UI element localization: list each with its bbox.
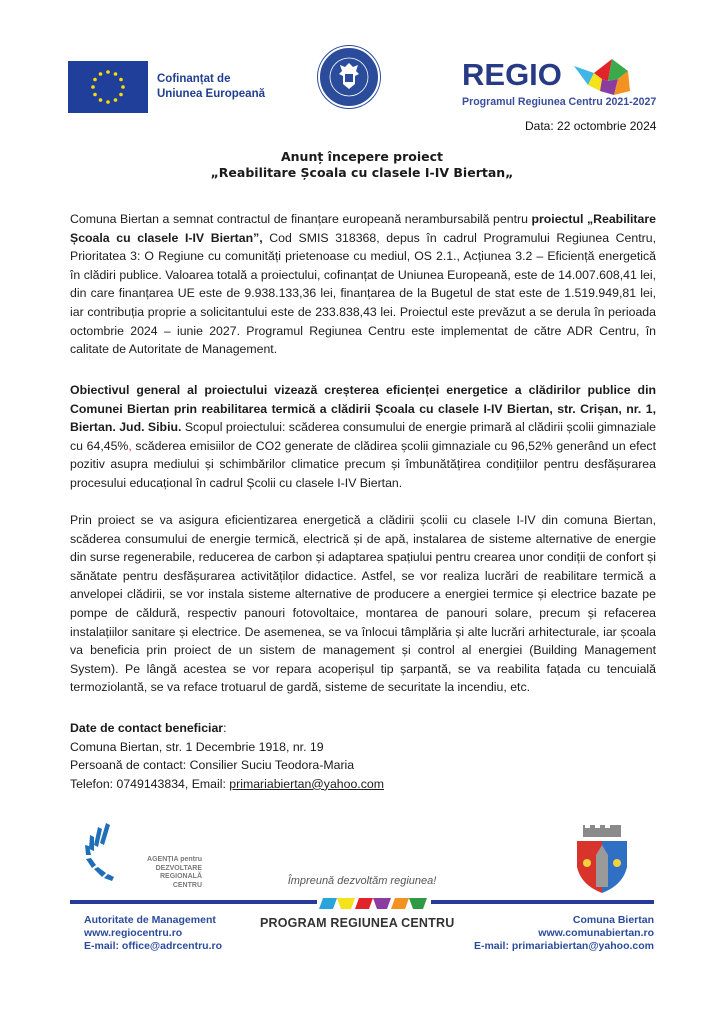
footer-right-title: Comuna Biertan [572, 914, 654, 926]
eu-label-line1: Cofinanțat de [157, 73, 231, 85]
contact-address: Comuna Biertan, str. 1 Decembrie 1918, nr. 19 [70, 739, 324, 754]
eu-flag-icon [68, 61, 148, 113]
p1-intro: Comuna Biertan a semnat contractul de finanțare europeană nerambursabilă pentru [70, 212, 532, 226]
contact-heading-row [70, 719, 470, 738]
contact-heading: Date de contact beneficiar [70, 721, 224, 735]
paragraph-objectives [70, 381, 656, 493]
footer-left-website[interactable]: www.regiocentru.ro [84, 927, 183, 939]
footer-left-email[interactable]: E-mail: office@adrcentru.ro [84, 940, 223, 952]
p2-text-b: scăderea emisiilor de CO2 generate de clădirea școlii gimnaziale cu 96,52% generând un efect pozitiv asupra mediului și schimbărilor climatice precum și îmbunătățirea condițiilor pentru desfășurarea procesului educațional în cadrul Școlii cu clasele I-IV Biertan. [70, 438, 656, 490]
project-title: „Reabilitare Școala cu clasele I-IV Biertan„ [210, 165, 514, 180]
footer-managing-authority [84, 914, 222, 953]
paragraph-contract-details [70, 210, 656, 359]
guvernul-romaniei-seal-icon [318, 46, 380, 108]
p1-rest: Cod SMIS 318368, depus în cadrul Programului Regiunea Centru, Prioritatea 3: O Regiune cu comunități prietenoase cu mediul, OS 2.1., Acțiunea 3.2 – Eficiență energetică în clădiri publice. Valoarea totală a proiectului, cofinanțat de Uniunea Europeană, este de 14.007.608,41 lei, din care finanțarea UE este de 9.938.133,36 lei, finanțarea de la Bugetul de stat este de 1.519.949,81 lei, iar contribuția proprie a solicitantului este de 233.838,43 lei. Proiectul este prevăzut a se derula în perioada octombrie 2024 – iunie 2027. Programul Regiunea Centru este implementat de către ADR Centru, în calitate de Autoritate de Management. [70, 230, 656, 357]
footer-slogan: Împreună dezvoltăm regiunea! [287, 875, 437, 887]
adr-text-line2: DEZVOLTARE [155, 864, 202, 872]
adr-text-line3: REGIONALĂ [160, 873, 202, 880]
adr-text-line4: CENTRU [172, 881, 202, 889]
biertan-coat-of-arms-icon [575, 825, 629, 895]
contact-email-link[interactable]: primariabiertan@yahoo.com [229, 776, 384, 791]
p1-project-name: proiectul „Reabilitare Școala cu clasele I-IV Biertan”, [70, 212, 656, 245]
contact-person: Persoană de contact: Consilier Suciu Teodora-Maria [70, 758, 355, 773]
document-title: Anunț începere proiect [280, 149, 444, 164]
footer-right-website[interactable]: www.comunabiertan.ro [538, 927, 654, 939]
footer-right-email[interactable]: E-mail: primariabiertan@yahoo.com [473, 940, 654, 952]
paragraph-works-description: Prin proiect se va asigura eficientizarea energetică a clădirii școlii cu clasele I-IV din comuna Biertan, scăderea consumului de energie termică, electrică și de apă, instalarea de sisteme alternative de energie din surse regenerabile, reducerea de carbon și adaptarea spațiului pentru crearea unor condiții de confort și sănătate pentru desfășurarea activităților didactice. Astfel, se vor realiza lucrări de reabilitare termică a anvelopei clădirii, se vor instala sisteme alternative de producere a energiei termice și electrice bazate pe pompe de căldură, respectiv panouri fotovoltaice, montarea de panouri solare, precum și refacerea instalațiilor sanitare și electrice. De asemenea, se va înlocui tâmplăria și alte lucrări arhitecturale, iar școala va beneficia prin proiect de un sistem de management și control al energiei (Building Management System). Pe lângă acestea se vor repara acoperișul tip șarpantă, se va reabilita fațada cu tencuială termoziolantă, se va reface trotuarul de gardă, sisteme de securitate la incendiu, etc. [70, 513, 656, 695]
document-date: Data: 22 octombrie 2024 [525, 119, 657, 133]
footer-color-stripes-icon [317, 896, 431, 908]
eu-cofinanced-label [157, 72, 265, 102]
regio-program-subtitle: Programul Regiunea Centru 2021-2027 [462, 96, 657, 108]
regio-logo-word: REGIO [462, 57, 562, 92]
contact-phone-email [70, 775, 470, 794]
p2-red-comma: , [128, 438, 132, 453]
p2-general-objective: Obiectivul general al proiectului vizează creșterea eficienței energetice a clădirilor publice din Comunei Biertan prin reabilitarea termică a clădirii Școala cu clasele I-IV Biertan, str. Crișan, nr. 1, Biertan. Jud. Sibiu. [70, 383, 656, 435]
footer-program-name: PROGRAM REGIUNEA CENTRU [260, 916, 455, 930]
beneficiary-contact-block [70, 719, 470, 793]
regio-multicolor-shape-icon [574, 59, 634, 99]
contact-heading-colon: : [223, 721, 227, 735]
p2-text-a: Scopul proiectului: scăderea consumului de energie primară al clădirii școlii gimnaziale cu 64,45% [70, 420, 656, 453]
eu-label-line2: Uniunea Europeană [157, 88, 265, 100]
adr-text-line1: AGENȚIA pentru [147, 856, 202, 863]
contact-phone: Telefon: 0749143834, Email: [70, 776, 230, 791]
footer-left-title: Autoritate de Management [84, 914, 216, 926]
footer-beneficiary [474, 914, 654, 953]
